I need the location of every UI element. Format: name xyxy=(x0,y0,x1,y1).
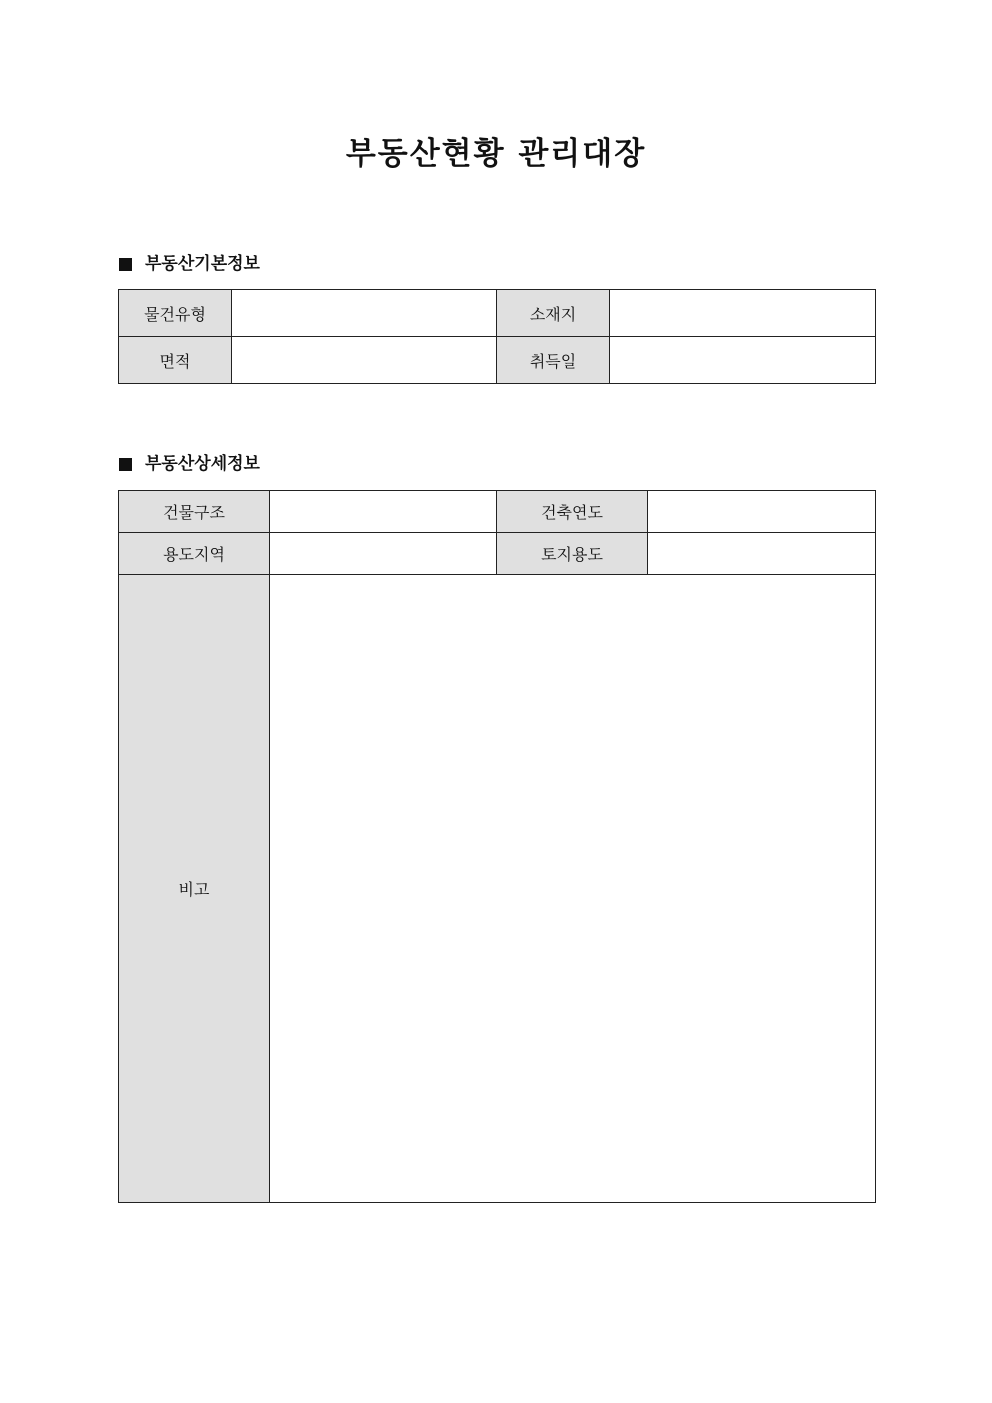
land-use-label: 토지용도 xyxy=(497,533,648,575)
section-heading-basic-info xyxy=(119,252,260,276)
area-field[interactable] xyxy=(232,337,497,384)
table-row xyxy=(119,491,876,533)
table-row xyxy=(119,575,876,1203)
construction-year-label: 건축연도 xyxy=(497,491,648,533)
acquisition-date-label: 취득일 xyxy=(497,337,610,384)
table-row xyxy=(119,533,876,575)
zoning-district-label: 용도지역 xyxy=(119,533,270,575)
construction-year-field[interactable] xyxy=(648,491,876,533)
land-use-field[interactable] xyxy=(648,533,876,575)
basic-info-table xyxy=(118,289,876,384)
remarks-field[interactable] xyxy=(270,575,876,1203)
area-label: 면적 xyxy=(119,337,232,384)
section-heading-detail-info xyxy=(119,452,260,476)
table-row xyxy=(119,290,876,337)
section-heading-label: 부동산상세정보 xyxy=(145,454,260,474)
page-title: 부동산현황 관리대장 xyxy=(345,136,647,172)
square-bullet-icon xyxy=(119,258,132,271)
section-heading-label: 부동산기본정보 xyxy=(145,254,260,274)
property-type-label: 물건유형 xyxy=(119,290,232,337)
building-structure-field[interactable] xyxy=(270,491,497,533)
location-label: 소재지 xyxy=(497,290,610,337)
square-bullet-icon xyxy=(119,458,132,471)
property-type-field[interactable] xyxy=(232,290,497,337)
detail-info-table xyxy=(118,490,876,1203)
acquisition-date-field[interactable] xyxy=(610,337,876,384)
table-row xyxy=(119,337,876,384)
building-structure-label: 건물구조 xyxy=(119,491,270,533)
location-field[interactable] xyxy=(610,290,876,337)
zoning-district-field[interactable] xyxy=(270,533,497,575)
remarks-label: 비고 xyxy=(119,575,270,1203)
